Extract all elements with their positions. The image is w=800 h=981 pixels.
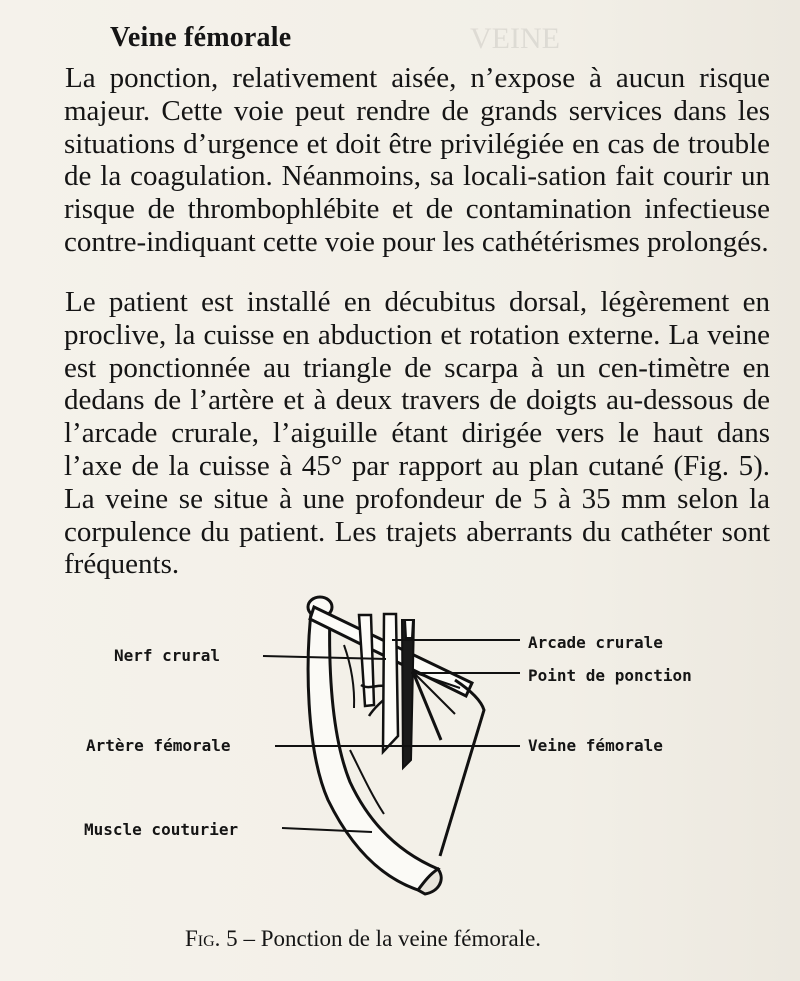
label-nerf-crural: Nerf crural <box>114 646 220 665</box>
caption-text: – Ponction de la veine fémorale. <box>237 926 542 951</box>
figure-femoral-vein <box>0 590 800 950</box>
figure-number: Fig. 5 <box>185 926 238 951</box>
label-arcade-crurale: Arcade crurale <box>528 633 663 652</box>
paragraph-1: La ponction, relativement aisée, n’expose à aucun risque majeur. Cette voie peut rendre de grands services dans les situations d’urgence et doit être privilégiée en cas de trouble de la coagulation. Néanmoins, sa locali-sation fait courir un risque de thrombophlébite et de contamination infectieuse contre-indiquant cette voie pour les cathétérismes prolongés. <box>64 62 770 258</box>
bleedthrough-shadow: VEINE <box>470 22 560 55</box>
label-artere-femorale: Artère fémorale <box>86 736 231 755</box>
section-title: Veine fémorale <box>110 22 292 53</box>
nerf-crural-shape <box>359 615 374 706</box>
figure-caption <box>185 926 541 952</box>
artere-femorale-shape <box>383 614 398 752</box>
label-veine-femorale: Veine fémorale <box>528 736 663 755</box>
label-muscle-couturier: Muscle couturier <box>84 820 239 839</box>
paragraph-2: Le patient est installé en décubitus dorsal, légèrement en proclive, la cuisse en abduction et rotation externe. La veine est ponctionnée au triangle de scarpa à un cen-timètre en dedans de l’artère et à deux travers de doigts au-dessous de l’arcade crurale, l’aiguille étant dirigée vers le haut dans l’axe de la cuisse à 45° par rapport au plan cutané (Fig. 5). La veine se situe à une profondeur de 5 à 35 mm selon la corpulence du patient. Les trajets aberrants du cathéter sont fréquents. <box>64 286 770 581</box>
anatomy-illustration <box>0 590 800 950</box>
label-point-de-ponction: Point de ponction <box>528 666 692 685</box>
